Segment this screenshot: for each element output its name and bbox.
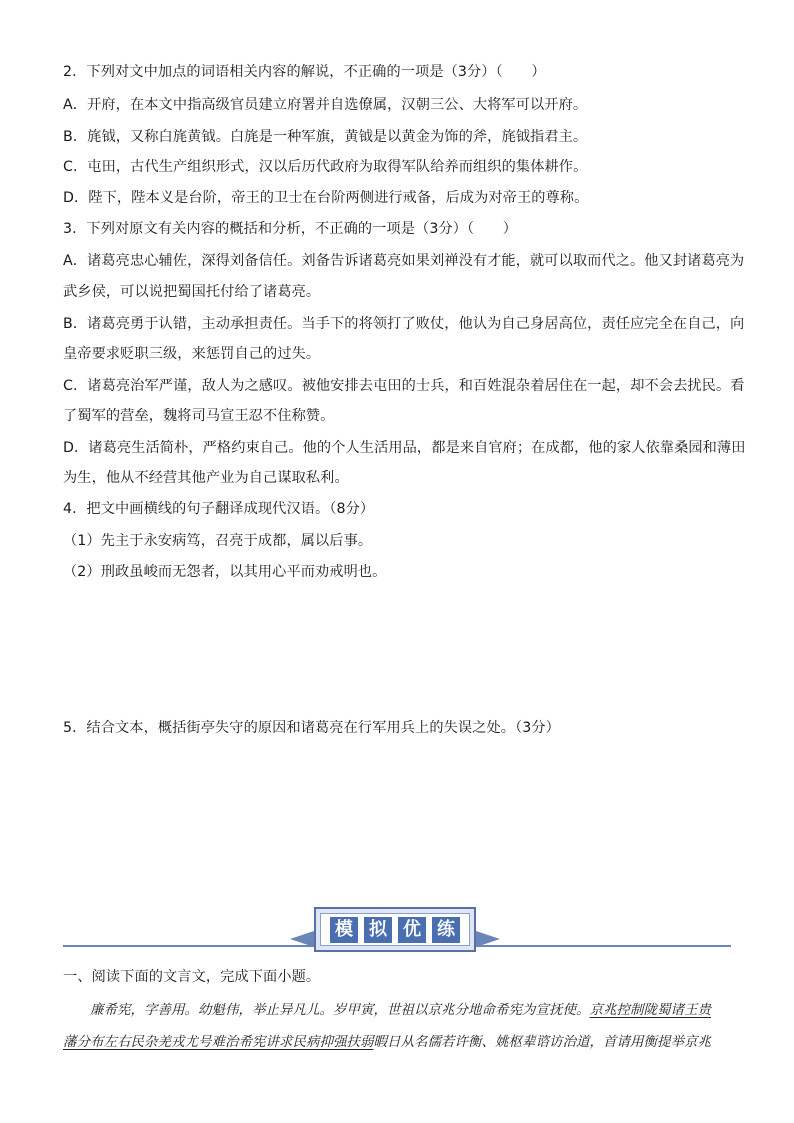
passage-line-1 <box>63 1000 733 1020</box>
q4-sentence-1: （1）先主于永安病笃，召亮于成都，属以后事。 <box>63 533 373 549</box>
q4-sentence-2: （2）刑政虽峻而无怨者，以其用心平而劝戒明也。 <box>63 564 387 580</box>
q3-option-d-line2: 为生，他从不经营其他产业为自己谋取私利。 <box>63 470 349 486</box>
banner-right-arrow <box>476 931 500 947</box>
q3-option-b-line1: B．诸葛亮勇于认错，主动承担责任。当手下的将领打了败仗，他认为自己身居高位，责任应完全在自己，向 <box>63 316 745 332</box>
passage-text: 暇日从名儒若许衡、姚枢辈谘访治道，首请用衡提举京兆 <box>373 1034 711 1050</box>
section-heading: 一、阅读下面的文言文，完成下面小题。 <box>63 969 321 985</box>
passage-line-2 <box>63 1032 733 1052</box>
banner-char-1: 模 <box>330 917 358 943</box>
banner-char-2: 拟 <box>364 917 392 943</box>
q3-option-d-line1: D．诸葛亮生活简朴，严格约束自己。他的个人生活用品，都是来自官府；在成都，他的家人依靠桑园和薄田 <box>63 440 746 456</box>
q4-stem: 4．把文中画横线的句子翻译成现代汉语。（8分） <box>63 501 375 517</box>
banner-left-arrow <box>290 931 314 947</box>
q2-option-a: A．开府，在本文中指高级官员建立府署并自选僚属，汉朝三公、大将军可以开府。 <box>63 97 588 113</box>
passage-underlined-text: 藩分布左右民杂羌戎尤号难治希宪讲求民病抑强扶弱 <box>63 1034 374 1050</box>
q3-option-c-line1: C．诸葛亮治军严谨，敌人为之感叹。被他安排去屯田的士兵，和百姓混杂着居住在一起，却不会去扰民。看 <box>63 378 745 394</box>
banner-char-3: 优 <box>398 917 426 943</box>
passage-text: 廉希宪，字善用。幼魁伟，举止异凡儿。岁甲寅，世祖以京兆分地命希宪为宣抚使。 <box>63 1002 590 1018</box>
q2-option-c: C．屯田，古代生产组织形式，汉以后历代政府为取得军队给养而组织的集体耕作。 <box>63 159 588 175</box>
q2-option-b: B．旄钺，又称白旄黄钺。白旄是一种军旗，黄钺是以黄金为饰的斧，旄钺指君主。 <box>63 129 588 145</box>
q2-stem: 2．下列对文中加点的词语相关内容的解说，不正确的一项是（3分）（ ） <box>63 64 546 80</box>
q3-stem: 3．下列对原文有关内容的概括和分析，不正确的一项是（3分）（ ） <box>63 221 518 237</box>
banner-char-4: 练 <box>432 917 460 943</box>
q3-option-a-line2: 武乡侯，可以说把蜀国托付给了诸葛亮。 <box>63 284 321 300</box>
passage-underlined-text: 京兆控制陇蜀诸王贵 <box>589 1002 711 1018</box>
q3-option-b-line2: 皇帝要求贬职三级，来惩罚自己的过失。 <box>63 346 321 362</box>
q3-option-c-line2: 了蜀军的营垒，魏将司马宣王忍不住称赞。 <box>63 408 335 424</box>
section-banner <box>314 907 476 952</box>
q2-option-d: D．陛下，陛本义是台阶，帝王的卫士在台阶两侧进行戒备，后成为对帝王的尊称。 <box>63 190 589 206</box>
q3-option-a-line1: A．诸葛亮忠心辅佐，深得刘备信任。刘备告诉诸葛亮如果刘禅没有才能，就可以取而代之。他又封诸葛亮为 <box>63 253 745 269</box>
q5-stem: 5．结合文本，概括街亭失守的原因和诸葛亮在行军用兵上的失误之处。（3分） <box>63 720 560 736</box>
